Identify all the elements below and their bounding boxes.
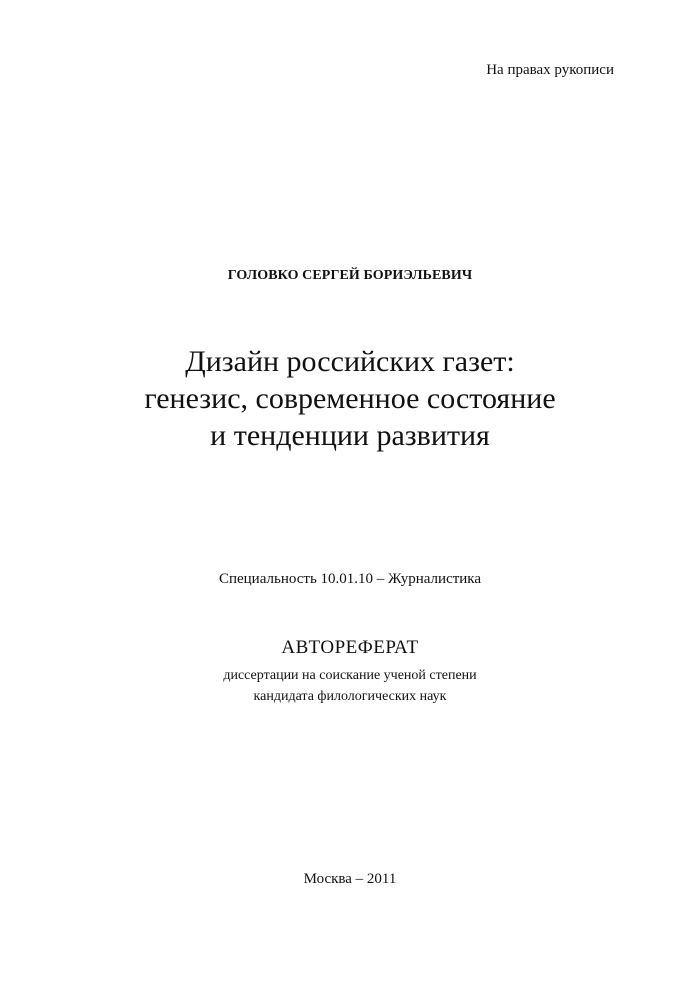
thesis-title-line-2: генезис, современное состояние xyxy=(144,382,556,415)
degree-line-1: диссертации на соискание ученой степени xyxy=(223,668,477,683)
manuscript-rights-note: На правах рукописи xyxy=(486,62,614,78)
document-type-heading: АВТОРЕФЕРАТ xyxy=(281,637,419,658)
author-name: ГОЛОВКО СЕРГЕЙ БОРИЭЛЬЕВИЧ xyxy=(227,268,473,283)
thesis-title-line-1: Дизайн российских газет: xyxy=(185,345,515,378)
city-and-year: Москва – 2011 xyxy=(303,871,397,887)
degree-description xyxy=(0,665,700,707)
specialty-line: Специальность 10.01.10 – Журналистика xyxy=(218,571,482,587)
thesis-title xyxy=(0,343,700,454)
degree-line-2: кандидата филологических наук xyxy=(253,689,447,704)
thesis-title-line-3: и тенденции развития xyxy=(210,419,490,452)
